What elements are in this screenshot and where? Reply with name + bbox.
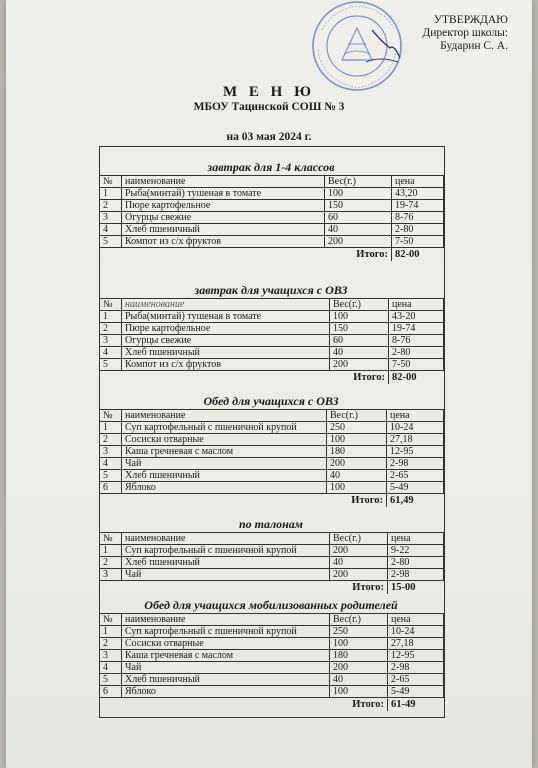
item-name: Яблоко: [122, 482, 327, 494]
item-name: Суп картофельный с пшеничной крупой: [122, 545, 330, 557]
table-row: [100, 422, 444, 434]
column-header-name: наименование: [122, 176, 325, 188]
menu-section: [99, 394, 443, 507]
table-row: [100, 359, 444, 371]
item-weight: 200: [330, 662, 388, 674]
item-name: Чай: [122, 569, 330, 581]
table-header-row: [100, 299, 444, 311]
table-row: [100, 674, 444, 686]
item-weight: 150: [325, 200, 392, 212]
section-title: Обед для учащихся с ОВЗ: [203, 394, 339, 408]
item-price: 12-95: [387, 446, 444, 458]
item-number: 3: [100, 335, 122, 347]
column-header-number: №: [100, 299, 122, 311]
item-name: Хлеб пшеничный: [122, 674, 330, 686]
item-price: 5-49: [388, 686, 444, 698]
item-number: 5: [100, 236, 122, 248]
total-row: [100, 698, 444, 712]
item-name: Чай: [122, 458, 327, 470]
item-price: 2-80: [388, 557, 444, 569]
item-name: Рыба(минтай) тушеная в томате: [122, 188, 325, 200]
table-row: [100, 434, 444, 446]
item-name: Огурцы свежие: [122, 335, 330, 347]
table-row: [100, 188, 444, 200]
table-row: [100, 626, 444, 638]
total-value: 61-49: [388, 698, 444, 712]
item-price: 10-24: [387, 422, 444, 434]
item-weight: 200: [325, 236, 392, 248]
item-weight: 60: [330, 335, 389, 347]
item-price: 2-65: [387, 470, 444, 482]
item-name: Хлеб пшеничный: [122, 224, 325, 236]
table-row: [100, 545, 444, 557]
column-header-price: цена: [388, 533, 444, 545]
item-weight: 180: [330, 650, 388, 662]
menu-date: на 03 мая 2024 г.: [226, 131, 312, 143]
column-header-price: цена: [389, 299, 444, 311]
table-row: [100, 323, 444, 335]
approval-block: [422, 14, 508, 53]
table-header-row: [100, 614, 444, 626]
item-number: 3: [100, 212, 122, 224]
item-weight: 40: [330, 674, 388, 686]
item-weight: 200: [330, 569, 388, 581]
item-number: 4: [100, 347, 122, 359]
item-weight: 40: [327, 470, 387, 482]
item-number: 2: [100, 200, 122, 212]
item-name: Пюре картофельное: [122, 200, 325, 212]
table-header-row: [100, 176, 444, 188]
total-label: Итого:: [352, 582, 384, 593]
column-header-name: наименование: [122, 533, 330, 545]
approval-name: Бударин С. А.: [440, 40, 508, 52]
item-number: 4: [100, 224, 122, 236]
column-header-price: цена: [387, 410, 444, 422]
total-label: Итого:: [353, 372, 385, 383]
item-price: 2-98: [388, 569, 444, 581]
item-weight: 100: [327, 482, 387, 494]
item-number: 1: [100, 422, 122, 434]
item-price: 8-76: [389, 335, 444, 347]
item-name: Огурцы свежие: [122, 212, 325, 224]
table-row: [100, 662, 444, 674]
column-header-name: наименование: [122, 410, 327, 422]
item-price: 2-65: [388, 674, 444, 686]
item-name: Компот из с/х фруктов: [122, 359, 330, 371]
total-row: [100, 494, 444, 508]
item-name: Каша гречневая с маслом: [122, 650, 330, 662]
item-weight: 60: [325, 212, 392, 224]
item-price: 12-95: [388, 650, 444, 662]
section-title: Обед для учащихся мобилизованных родителей: [144, 598, 398, 612]
table-row: [100, 557, 444, 569]
item-price: 5-49: [387, 482, 444, 494]
table-row: [100, 638, 444, 650]
item-weight: 180: [327, 446, 387, 458]
column-header-number: №: [100, 176, 122, 188]
item-weight: 150: [330, 323, 389, 335]
column-header-weight: Вес(г.): [325, 176, 392, 188]
table-row: [100, 458, 444, 470]
column-header-number: №: [100, 614, 122, 626]
table-row: [100, 470, 444, 482]
table-row: [100, 335, 444, 347]
item-number: 5: [100, 674, 122, 686]
column-header-weight: Вес(г.): [330, 533, 388, 545]
table-row: [100, 482, 444, 494]
item-number: 3: [100, 446, 122, 458]
menu-section: [99, 283, 443, 384]
total-label: Итого:: [351, 495, 383, 506]
total-row: [100, 371, 444, 385]
item-price: 27,18: [388, 638, 444, 650]
total-value: 15-00: [388, 581, 444, 595]
item-number: 5: [100, 470, 122, 482]
menu-table: [99, 298, 444, 384]
item-number: 1: [100, 545, 122, 557]
table-row: [100, 200, 444, 212]
item-price: 10-24: [388, 626, 444, 638]
item-number: 6: [100, 482, 122, 494]
item-name: Хлеб пшеничный: [122, 557, 330, 569]
item-weight: 40: [330, 557, 388, 569]
item-price: 9-22: [388, 545, 444, 557]
total-value: 82-00: [389, 371, 444, 385]
item-weight: 100: [325, 188, 392, 200]
menu-table: [99, 532, 444, 594]
table-header-row: [100, 410, 444, 422]
item-number: 2: [100, 323, 122, 335]
item-price: 7-50: [389, 359, 444, 371]
item-number: 6: [100, 686, 122, 698]
table-row: [100, 212, 444, 224]
table-row: [100, 650, 444, 662]
total-value: 61,49: [387, 494, 444, 508]
item-number: 5: [100, 359, 122, 371]
item-name: Сосиски отварные: [122, 434, 327, 446]
column-header-name: наименование: [122, 299, 330, 311]
column-header-price: цена: [388, 614, 444, 626]
item-name: Хлеб пшеничный: [122, 470, 327, 482]
item-name: Чай: [122, 662, 330, 674]
item-number: 2: [100, 638, 122, 650]
item-number: 4: [100, 458, 122, 470]
item-name: Суп картофельный с пшеничной крупой: [122, 626, 330, 638]
item-number: 4: [100, 662, 122, 674]
school-name: МБОУ Тацинской СОШ № 3: [193, 101, 345, 113]
item-price: 8-76: [392, 212, 444, 224]
item-price: 2-80: [389, 347, 444, 359]
section-title: по талонам: [238, 517, 304, 531]
table-row: [100, 347, 444, 359]
item-weight: 100: [330, 638, 388, 650]
item-price: 7-50: [392, 236, 444, 248]
column-header-price: цена: [392, 176, 444, 188]
total-value: 82-00: [392, 248, 444, 262]
menu-table: [99, 175, 444, 261]
table-row: [100, 224, 444, 236]
table-row: [100, 446, 444, 458]
item-number: 1: [100, 188, 122, 200]
table-row: [100, 686, 444, 698]
item-number: 1: [100, 626, 122, 638]
item-number: 2: [100, 557, 122, 569]
total-label: Итого:: [352, 699, 384, 710]
column-header-weight: Вес(г.): [327, 410, 387, 422]
menu-section: [99, 160, 443, 261]
item-name: Пюре картофельное: [122, 323, 330, 335]
item-weight: 200: [327, 458, 387, 470]
column-header-name: наименование: [122, 614, 330, 626]
item-number: 3: [100, 650, 122, 662]
menu-section: [99, 598, 443, 711]
approval-heading: УТВЕРЖДАЮ: [433, 14, 508, 26]
item-name: Сосиски отварные: [122, 638, 330, 650]
column-header-weight: Вес(г.): [330, 299, 389, 311]
item-price: 27,18: [387, 434, 444, 446]
item-weight: 200: [330, 359, 389, 371]
column-header-number: №: [100, 533, 122, 545]
item-name: Яблоко: [122, 686, 330, 698]
item-name: Каша гречневая с маслом: [122, 446, 327, 458]
menu-section: [99, 517, 443, 594]
item-price: 2-98: [387, 458, 444, 470]
total-label: Итого:: [356, 249, 388, 260]
item-price: 2-80: [392, 224, 444, 236]
item-price: 19-74: [389, 323, 444, 335]
approval-position: Директор школы:: [422, 27, 508, 39]
total-row: [100, 248, 444, 262]
item-price: 19-74: [392, 200, 444, 212]
item-weight: 250: [327, 422, 387, 434]
item-weight: 40: [325, 224, 392, 236]
section-title: завтрак для учащихся с ОВЗ: [194, 283, 348, 297]
item-price: 43-20: [389, 311, 444, 323]
table-header-row: [100, 533, 444, 545]
item-name: Компот из с/х фруктов: [122, 236, 325, 248]
item-name: Рыба(минтай) тушеная в томате: [122, 311, 330, 323]
item-weight: 100: [327, 434, 387, 446]
item-weight: 100: [330, 311, 389, 323]
total-row: [100, 581, 444, 595]
table-row: [100, 236, 444, 248]
menu-table: [99, 613, 444, 711]
item-price: 43,20: [392, 188, 444, 200]
item-number: 3: [100, 569, 122, 581]
item-weight: 250: [330, 626, 388, 638]
item-weight: 40: [330, 347, 389, 359]
item-name: Суп картофельный с пшеничной крупой: [122, 422, 327, 434]
column-header-number: №: [100, 410, 122, 422]
item-name: Хлеб пшеничный: [122, 347, 330, 359]
item-price: 2-98: [388, 662, 444, 674]
item-weight: 200: [330, 545, 388, 557]
menu-table: [99, 409, 444, 507]
item-number: 2: [100, 434, 122, 446]
table-row: [100, 311, 444, 323]
item-weight: 100: [330, 686, 388, 698]
table-row: [100, 569, 444, 581]
item-number: 1: [100, 311, 122, 323]
menu-title: М Е Н Ю: [223, 84, 315, 100]
column-header-weight: Вес(г.): [330, 614, 388, 626]
section-title: завтрак для 1-4 классов: [207, 160, 335, 174]
